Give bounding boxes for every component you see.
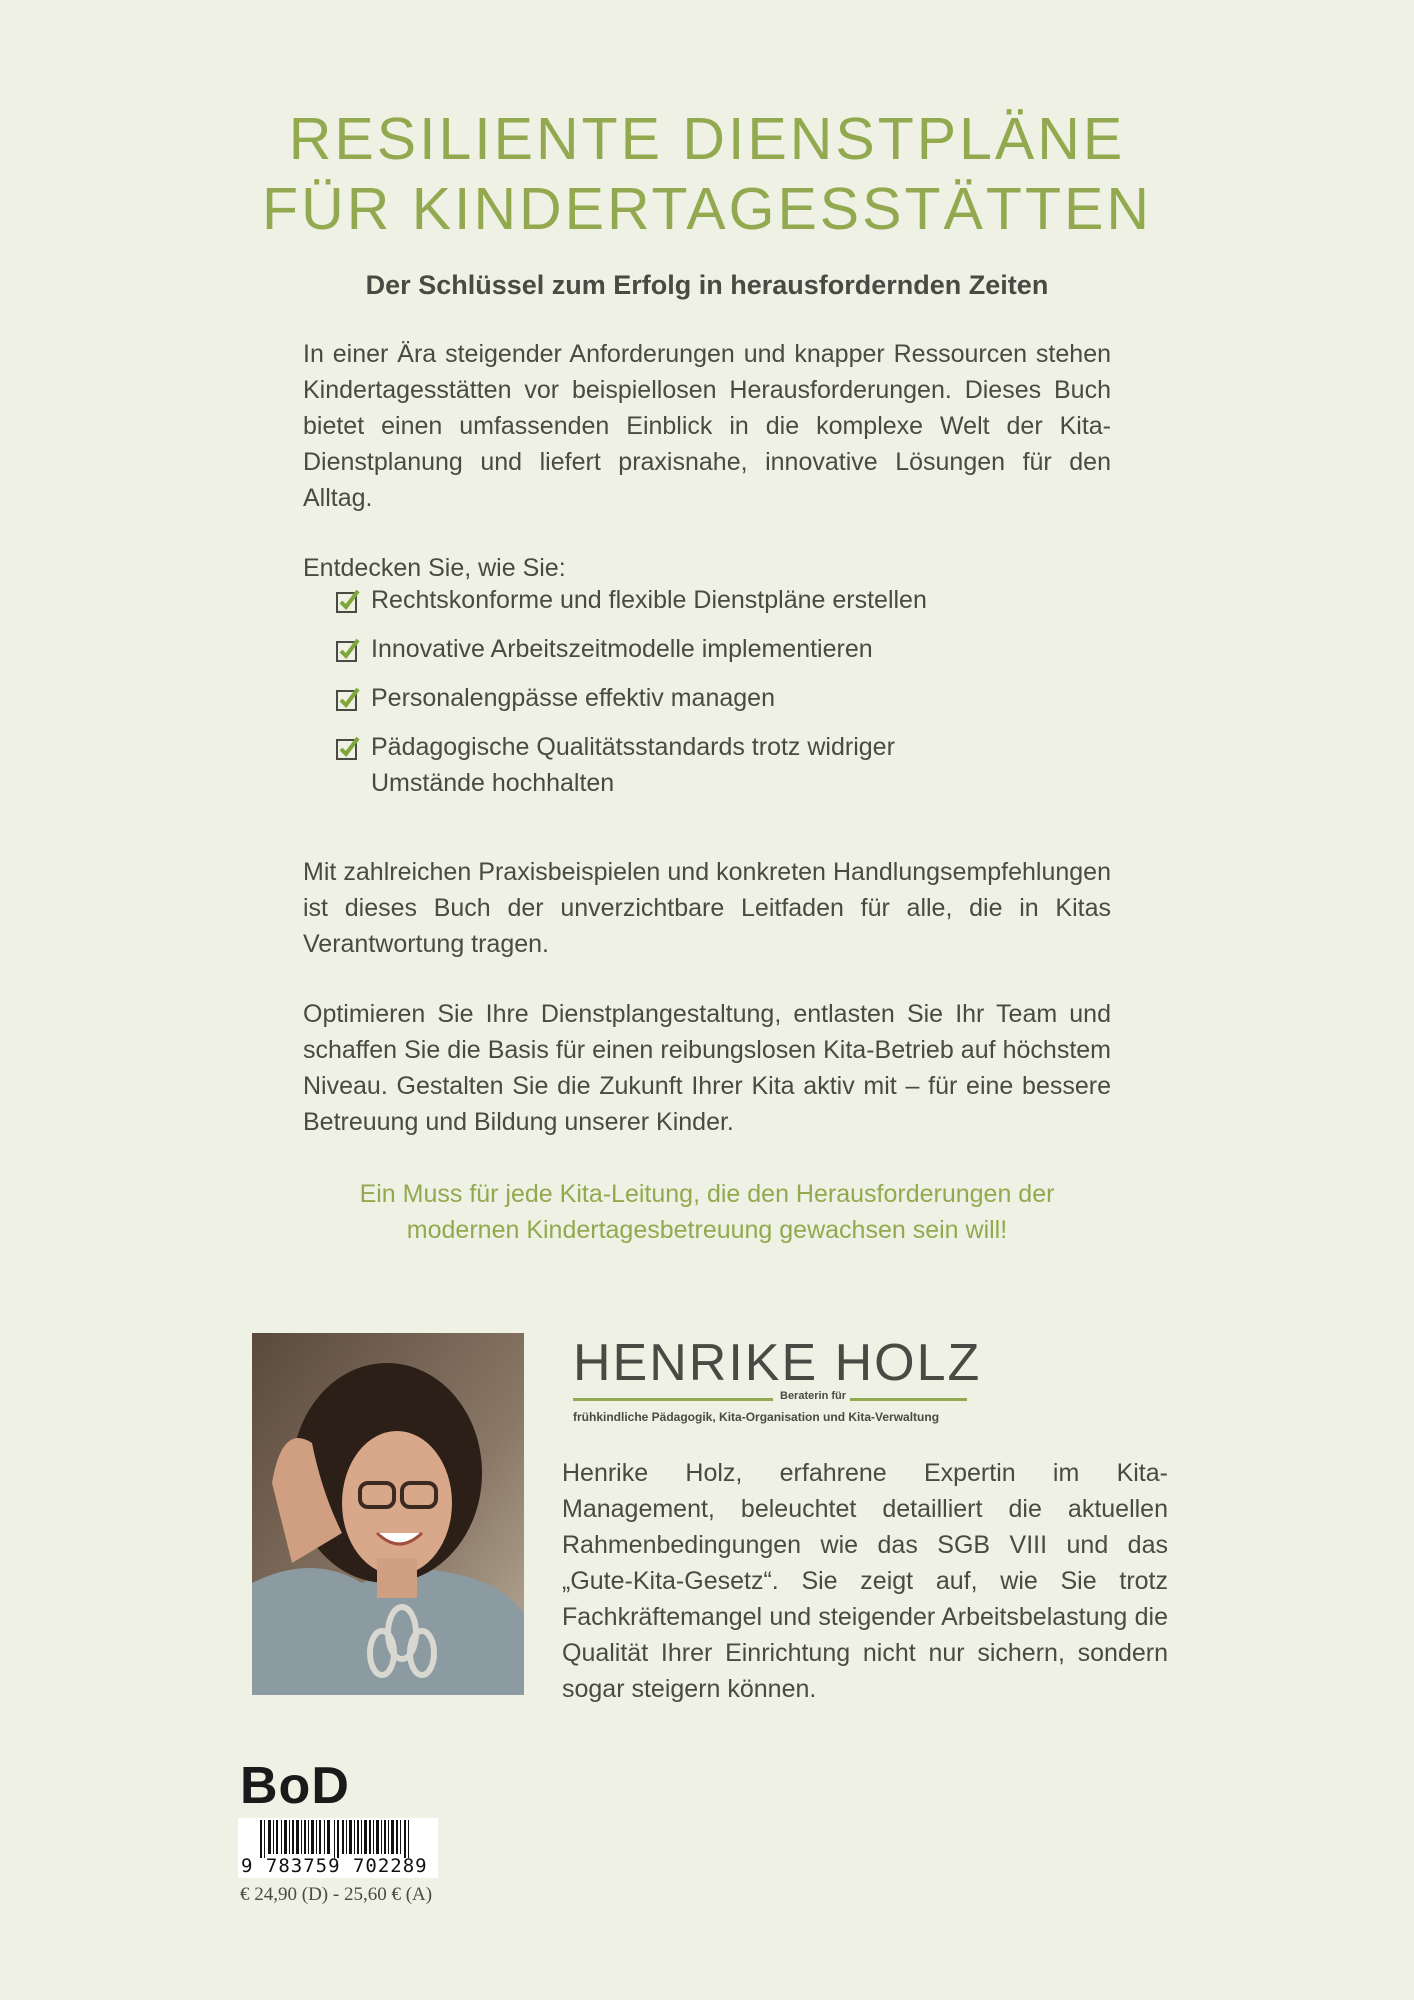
author-logo-role-line2: frühkindliche Pädagogik, Kita-Organisation und Kita-Verwaltung xyxy=(573,1410,940,1424)
discover-lead: Entdecken Sie, wie Sie: xyxy=(303,554,566,582)
isbn-number: 9 783759 702289 xyxy=(241,1855,428,1877)
author-portrait-image xyxy=(252,1333,524,1695)
author-bio: Henrike Holz, erfahrene Expertin im Kita-Management, beleuchtet detailliert die aktuellen Rahmenbedingungen wie das SGB VIII und das „Gute-Kita-Gesetz“. Sie zeigt auf, wie Sie trotz Fachkräftemangel und steigender Arbeitsbelastung die Qualität Ihrer Einrichtung nicht nur sichern, sondern sogar steigern können. xyxy=(562,1459,1168,1703)
optimize-paragraph: Optimieren Sie Ihre Dienstplangestaltung, entlasten Sie Ihr Team und schaffen Sie die Basis für einen reibungslosen Kita-Betrieb auf höchstem Niveau. Gestalten Sie die Zukunft Ihrer Kita aktiv mit – für eine bessere Betreuung und Bildung unserer Kinder. xyxy=(303,1000,1111,1136)
checkbox-checked-icon xyxy=(335,588,361,614)
author-logo-rule-right xyxy=(850,1398,967,1401)
checklist-item-text: Rechtskonforme und flexible Dienstpläne erstellen xyxy=(371,586,927,614)
publisher-logo: BoD xyxy=(240,1757,350,1815)
barcode-bars xyxy=(238,1820,438,1858)
tagline: Ein Muss für jede Kita-Leitung, die den Herausforderungen der modernen Kindertagesbetreuung gewachsen sein will! xyxy=(359,1180,1055,1244)
intro-paragraph: In einer Ära steigender Anforderungen und knapper Ressourcen stehen Kindertagesstätten vor beispiellosen Herausforderungen. Dieses Buch bietet einen umfassenden Einblick in die komplexe Welt der Kita-Dienstplanung und liefert praxisnahe, innovative Lösungen für den Alltag. xyxy=(303,340,1111,512)
checklist-item-text: Pädagogische Qualitätsstandards trotz widriger Umstände hochhalten xyxy=(371,733,895,797)
checkbox-checked-icon xyxy=(335,637,361,663)
book-title-line2: FÜR KINDERTAGESSTÄTTEN xyxy=(262,176,1152,242)
checklist-item-text: Personalengpässe effektiv managen xyxy=(371,684,775,712)
checklist-item xyxy=(335,680,1035,716)
book-subtitle: Der Schlüssel zum Erfolg in herausfordernden Zeiten xyxy=(365,270,1049,300)
checklist-item xyxy=(335,729,911,801)
isbn-barcode xyxy=(238,1818,438,1878)
author-photo xyxy=(252,1333,524,1695)
author-logo-name: HENRIKE HOLZ xyxy=(573,1334,982,1392)
author-logo-role-line1: Beraterin für xyxy=(780,1390,847,1402)
checklist-item xyxy=(335,631,1035,667)
checkbox-checked-icon xyxy=(335,735,361,761)
checklist-item xyxy=(335,582,1035,618)
benefit-checklist xyxy=(335,582,1035,814)
checkbox-checked-icon xyxy=(335,686,361,712)
book-title-line1: RESILIENTE DIENSTPLÄNE xyxy=(288,106,1126,172)
author-logo-rule-left xyxy=(573,1398,773,1401)
price: € 24,90 (D) - 25,60 € (A) xyxy=(240,1884,433,1905)
checklist-item-text: Innovative Arbeitszeitmodelle implementieren xyxy=(371,635,873,663)
practice-paragraph: Mit zahlreichen Praxisbeispielen und konkreten Handlungsempfehlungen ist dieses Buch der unverzichtbare Leitfaden für alle, die in Kitas Verantwortung tragen. xyxy=(303,858,1111,958)
